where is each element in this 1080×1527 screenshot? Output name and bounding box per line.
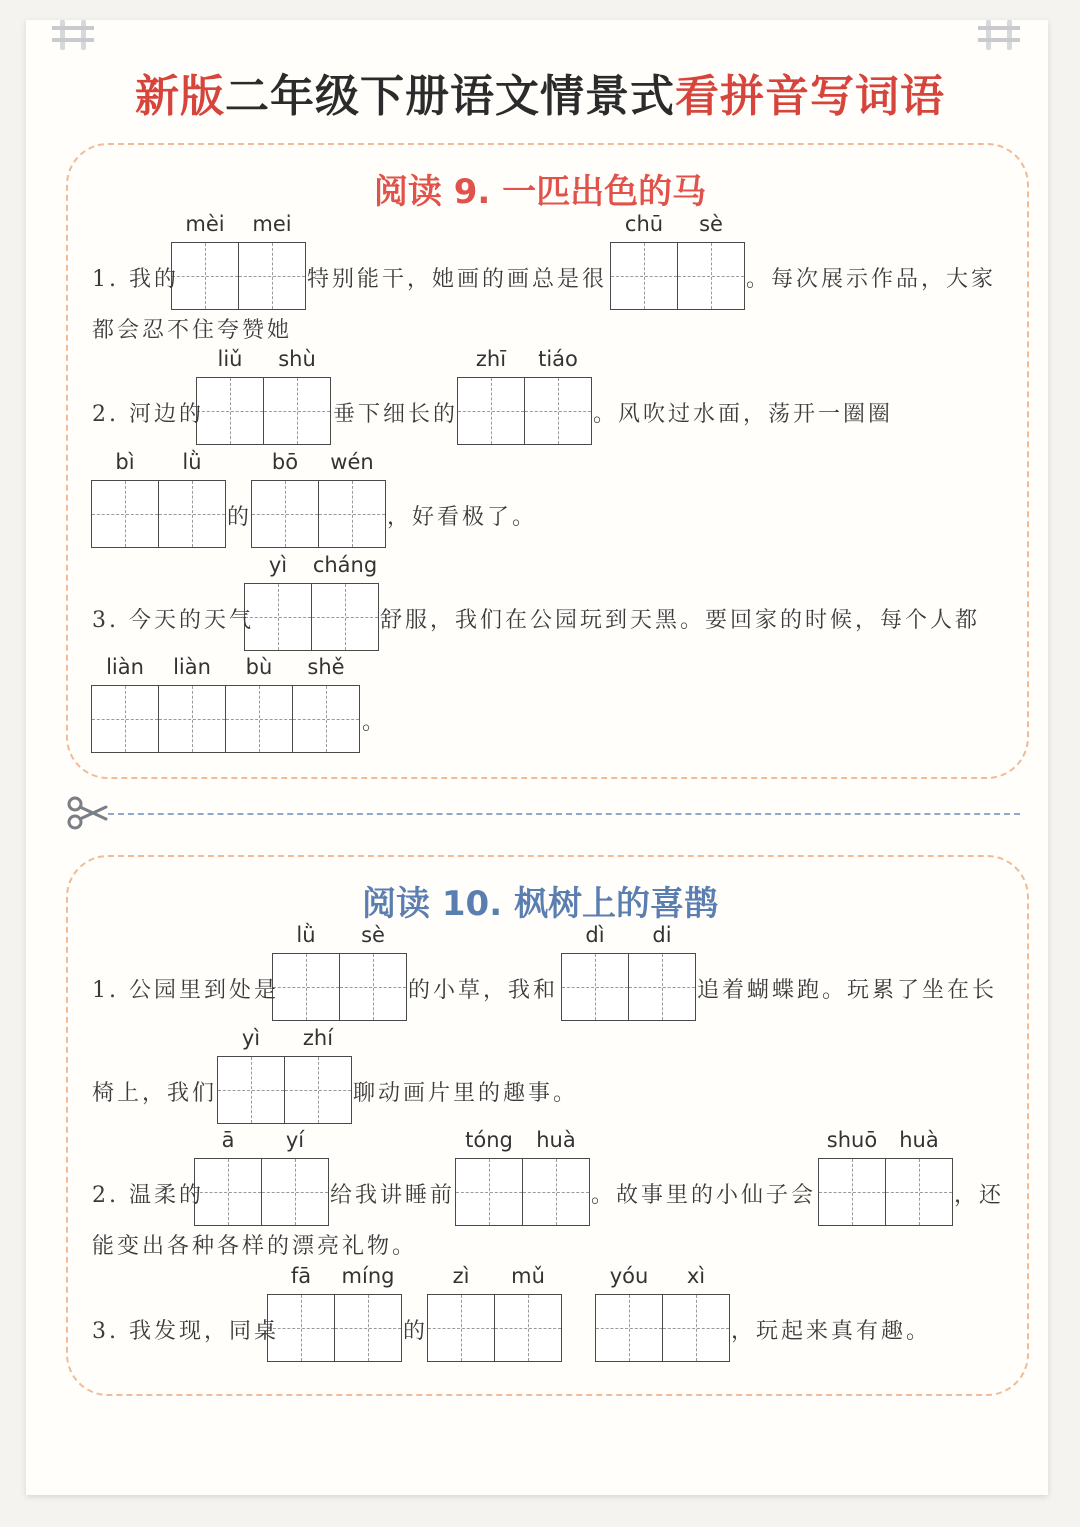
tianzige-box[interactable] [194,1158,262,1226]
pinyin-label: yóu [609,1264,649,1288]
pinyin-label: fā [290,1264,312,1288]
tianzige-box[interactable] [524,377,592,445]
pinyin-label: yì [241,1026,261,1050]
sentence-text: 的小草，我和 [408,978,559,1003]
sentence-text: 。每次展示作品，大家 [746,267,997,292]
tianzige-box[interactable] [457,377,525,445]
section-heading-lesson-9: 阅读 9. 一匹出色的马 [373,172,707,212]
sentence-text: 能变出各种各样的漂亮礼物。 [92,1234,418,1259]
pinyin-label: huà [536,1128,576,1152]
pinyin-label: huà [899,1128,939,1152]
sentence-text: 3. 我发现，同桌 [92,1319,279,1344]
pinyin-label: chū [624,212,664,236]
tianzige-box[interactable] [561,953,629,1021]
tianzige-box[interactable] [91,480,159,548]
sentence-text: 。风吹过水面，荡开一圈圈 [593,402,894,427]
pinyin-label: lǜ [296,923,316,947]
sentence-text: 1. 我的 [92,267,179,292]
pinyin-label: xì [686,1264,706,1288]
pinyin-label: sè [361,923,385,947]
sentence-text: 的 [403,1319,429,1344]
pinyin-label: liàn [173,655,211,679]
pinyin-label: mèi [185,212,225,236]
pinyin-label: shě [307,655,345,679]
pinyin-label: yí [285,1128,305,1152]
pinyin-label: mei [252,212,292,236]
pinyin-label: liǔ [217,347,243,371]
tianzige-box[interactable] [311,583,379,651]
sentence-text: 椅上，我们 [92,1081,218,1106]
binder-clip-left [52,20,94,64]
pinyin-label: bì [115,450,135,474]
pinyin-label: ā [221,1128,235,1152]
tianzige-box[interactable] [628,953,696,1021]
sentence-text: 的 [227,505,253,530]
tianzige-box[interactable] [885,1158,953,1226]
sentence-text: 1. 公园里到处是 [92,978,279,1003]
pinyin-label: bù [245,655,273,679]
sentence-text: ，好看极了。 [387,505,538,530]
tianzige-box[interactable] [339,953,407,1021]
cut-line [108,813,1020,815]
sentence-text: 追着蝴蝶跑。玩累了坐在长 [697,978,998,1003]
title-part-1: 新版 [135,71,225,122]
pinyin-label: lǜ [182,450,202,474]
tianzige-box[interactable] [251,480,319,548]
pinyin-label: shù [278,347,316,371]
title-part-3: 看拼音写词语 [675,71,945,122]
pinyin-label: mǔ [511,1264,545,1288]
tianzige-box[interactable] [455,1158,523,1226]
sentence-text: ，还 [954,1183,1005,1208]
tianzige-box[interactable] [662,1294,730,1362]
sentence-text: 。 [362,710,388,735]
tianzige-box[interactable] [217,1056,285,1124]
pinyin-label: sè [699,212,723,236]
page-title [0,60,1080,124]
tianzige-box[interactable] [272,953,340,1021]
sentence-text: 。故事里的小仙子会 [591,1183,817,1208]
pinyin-label: bō [271,450,299,474]
sentence-text: 都会忍不住夸赞她 [92,318,293,343]
tianzige-box[interactable] [244,583,312,651]
pinyin-label: zhí [302,1026,334,1050]
tianzige-box[interactable] [284,1056,352,1124]
tianzige-box[interactable] [225,685,293,753]
title-part-2: 二年级下册语文情景式 [225,71,675,122]
pinyin-label: liàn [106,655,144,679]
sentence-text: 舒服，我们在公园玩到天黑。要回家的时候，每个人都 [380,608,981,633]
sentence-text: 3. 今天的天气 [92,608,254,633]
tianzige-box[interactable] [261,1158,329,1226]
pinyin-label: wén [330,450,374,474]
tianzige-box[interactable] [522,1158,590,1226]
scissors-icon [66,795,108,831]
tianzige-box[interactable] [677,242,745,310]
tianzige-box[interactable] [158,685,226,753]
pinyin-label: tóng [465,1128,513,1152]
tianzige-box[interactable] [196,377,264,445]
pinyin-label: dì [585,923,605,947]
tianzige-box[interactable] [91,685,159,753]
pinyin-label: cháng [312,553,378,577]
tianzige-box[interactable] [171,242,239,310]
sentence-text: 给我讲睡前 [330,1183,456,1208]
pinyin-label: shuō [826,1128,878,1152]
pinyin-label: zhī [475,347,507,371]
sentence-text: 聊动画片里的趣事。 [353,1081,579,1106]
sentence-text: 特别能干，她画的画总是很 [307,267,608,292]
sentence-text: 2. 河边的 [92,402,204,427]
tianzige-box[interactable] [595,1294,663,1362]
tianzige-box[interactable] [818,1158,886,1226]
tianzige-box[interactable] [263,377,331,445]
tianzige-box[interactable] [427,1294,495,1362]
pinyin-label: míng [341,1264,395,1288]
tianzige-box[interactable] [610,242,678,310]
section-heading-lesson-10: 阅读 10. 枫树上的喜鹊 [362,884,718,924]
tianzige-box[interactable] [494,1294,562,1362]
tianzige-box[interactable] [158,480,226,548]
binder-clip-right [978,20,1020,64]
pinyin-label: zì [452,1264,470,1288]
tianzige-box[interactable] [292,685,360,753]
pinyin-label: yì [268,553,288,577]
sentence-text: ，玩起来真有趣。 [731,1319,932,1344]
sentence-text: 2. 温柔的 [92,1183,204,1208]
pinyin-label: di [652,923,672,947]
pinyin-label: tiáo [538,347,578,371]
tianzige-box[interactable] [238,242,306,310]
tianzige-box[interactable] [318,480,386,548]
tianzige-box[interactable] [334,1294,402,1362]
sentence-text: 垂下细长的 [333,402,459,427]
